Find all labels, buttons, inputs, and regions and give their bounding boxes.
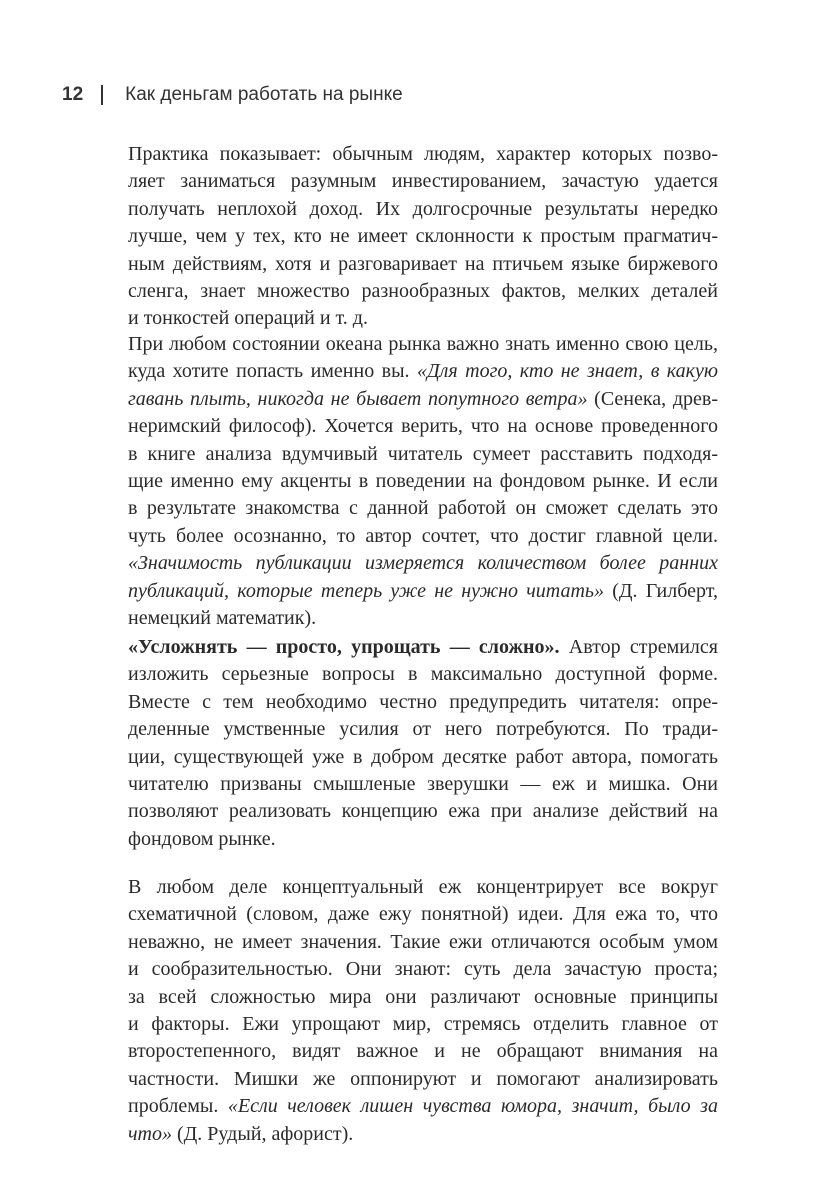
text-segment: за всей сложностью мира они различают основные принципы bbox=[128, 985, 718, 1008]
text-segment: изложить серьезные вопросы в максимально доступной форме. bbox=[128, 663, 718, 686]
text-segment: и тонкостей операций и т. д. bbox=[128, 307, 368, 330]
text-segment: неримский философ). Хочется верить, что на основе проведенного bbox=[128, 415, 718, 438]
paragraph-1 bbox=[128, 141, 718, 333]
text-line bbox=[128, 578, 718, 605]
text-line bbox=[128, 523, 718, 550]
text-line bbox=[128, 305, 718, 332]
text-line bbox=[128, 223, 718, 250]
text-segment: щие именно ему акценты в поведении на фондовом рынке. И если bbox=[128, 469, 718, 492]
text-segment: позволяют реализовать концепцию ежа при анализе действий на bbox=[128, 800, 718, 823]
text-segment: фондовом рынке. bbox=[128, 827, 276, 850]
text-segment: получать неплохой доход. Их долгосрочные результаты нередко bbox=[128, 197, 718, 220]
text-line bbox=[128, 689, 718, 716]
text-line bbox=[128, 984, 718, 1011]
text-segment: в результате знакомства с данной работой он сможет сделать это bbox=[128, 497, 718, 520]
text-line bbox=[128, 716, 718, 743]
text-segment: Вместе с тем необходимо честно предупредить читателя: опре- bbox=[128, 690, 718, 713]
text-segment: сленга, знает множество разнообразных фактов, мелких деталей bbox=[128, 279, 718, 302]
text-line bbox=[128, 744, 718, 771]
text-segment: (Д. Рудый, афорист). bbox=[171, 1122, 354, 1145]
italic-quote: «Если человек лишен чувства юмора, значит, было за bbox=[227, 1095, 718, 1118]
paragraph-3 bbox=[128, 634, 718, 853]
text-line bbox=[128, 141, 718, 168]
text-segment: При любом состоянии океана рынка важно знать именно свою цель, bbox=[128, 333, 718, 355]
text-segment: частности. Мишки же оппонируют и помогают анализировать bbox=[128, 1067, 718, 1090]
text-line bbox=[128, 468, 718, 495]
text-line bbox=[128, 798, 718, 825]
text-segment: В любом деле концептуальный еж концентрирует все вокруг bbox=[128, 876, 718, 898]
text-line bbox=[128, 358, 718, 385]
text-segment: куда хотите попасть именно вы. bbox=[128, 360, 417, 383]
running-header bbox=[62, 84, 403, 106]
text-line bbox=[128, 1066, 718, 1093]
text-line bbox=[128, 634, 718, 661]
italic-quote: публикаций, которые теперь уже не нужно читать» bbox=[128, 579, 605, 602]
text-segment: Автор стремился bbox=[559, 636, 718, 658]
text-line bbox=[128, 771, 718, 798]
text-line bbox=[128, 168, 718, 195]
text-line bbox=[128, 196, 718, 223]
paragraph-4 bbox=[128, 874, 718, 1148]
text-segment: схематичной (словом, даже ежу понятной) идеи. Для ежа то, что bbox=[128, 903, 718, 926]
header-divider bbox=[101, 85, 103, 105]
text-line bbox=[128, 1038, 718, 1065]
text-line bbox=[128, 251, 718, 278]
italic-quote: «Значимость публикации измеряется количеством более ранних bbox=[128, 552, 718, 575]
text-line bbox=[128, 331, 718, 358]
text-line bbox=[128, 901, 718, 928]
text-segment: деленные умственные усилия от него потребуются. По тради- bbox=[128, 718, 718, 741]
text-segment: немецкий математик). bbox=[128, 606, 317, 629]
text-line bbox=[128, 550, 718, 577]
text-segment: в книге анализа вдумчивый читатель сумеет расставить подходя- bbox=[128, 442, 718, 465]
text-segment: (Сенека, древ- bbox=[587, 387, 718, 410]
text-segment: и факторы. Ежи упрощают мир, стремясь отделить главное от bbox=[128, 1012, 718, 1035]
text-line bbox=[128, 1011, 718, 1038]
text-line bbox=[128, 413, 718, 440]
text-segment: лучше, чем у тех, кто не имеет склонности к простым прагматич- bbox=[128, 225, 718, 248]
text-line bbox=[128, 956, 718, 983]
text-segment: читателю призваны смышленые зверушки — еж и мишка. Они bbox=[128, 772, 718, 795]
italic-quote: «Для того, кто не знает, в какую bbox=[416, 360, 718, 383]
text-line bbox=[128, 386, 718, 413]
text-segment: Практика показывает: обычным людям, характер которых позво- bbox=[128, 143, 718, 165]
page-number: 12 bbox=[62, 84, 84, 105]
text-segment: и сообразительностью. Они знают: суть дела зачастую проста; bbox=[128, 958, 718, 981]
text-segment: чуть более осознанно, то автор сочтет, что достиг главной цели. bbox=[128, 524, 718, 547]
paragraph-2 bbox=[128, 331, 718, 632]
text-line bbox=[128, 605, 718, 632]
text-segment: ляет заниматься разумным инвестированием, зачастую удается bbox=[128, 170, 718, 193]
text-line bbox=[128, 826, 718, 853]
text-segment: неважно, не имеет значения. Такие ежи отличаются особым умом bbox=[128, 930, 718, 953]
text-segment: (Д. Гилберт, bbox=[604, 579, 718, 602]
text-segment: ции, существующей уже в добром десятке работ автора, помогать bbox=[128, 745, 718, 768]
text-line bbox=[128, 495, 718, 522]
italic-quote: гавань плыть, никогда не бывает попутного ветра» bbox=[128, 387, 588, 410]
text-line bbox=[128, 278, 718, 305]
text-segment: проблемы. bbox=[128, 1095, 228, 1118]
italic-quote: что» bbox=[128, 1122, 172, 1145]
text-line bbox=[128, 661, 718, 688]
running-title: Как деньгам работать на рынке bbox=[125, 84, 403, 105]
text-line bbox=[128, 1121, 718, 1148]
text-line bbox=[128, 1093, 718, 1120]
bold-text: «Усложнять — просто, упрощать — сложно». bbox=[128, 636, 560, 658]
text-line bbox=[128, 874, 718, 901]
text-segment: ным действиям, хотя и разговаривает на птичьем языке биржевого bbox=[128, 252, 718, 275]
text-segment: второстепенного, видят важное и не обращают внимания на bbox=[128, 1040, 718, 1063]
text-line bbox=[128, 441, 718, 468]
text-line bbox=[128, 929, 718, 956]
